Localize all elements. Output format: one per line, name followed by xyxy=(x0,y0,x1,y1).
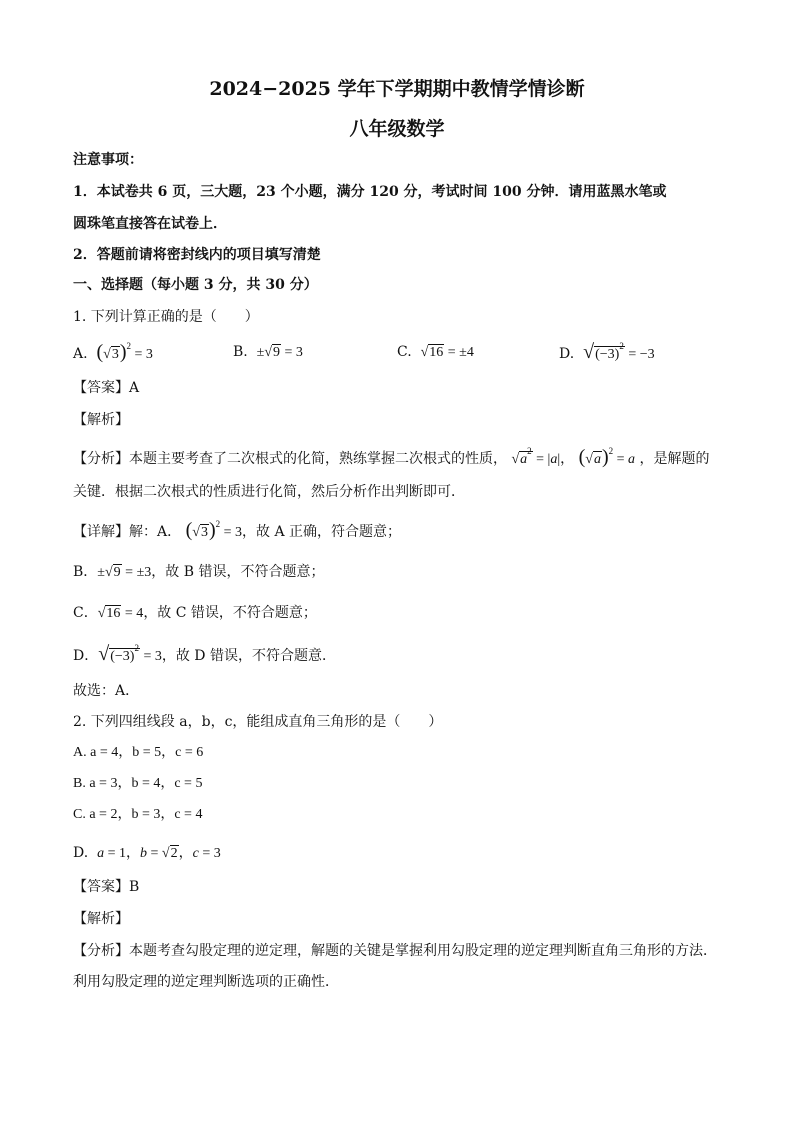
option-a-label: A. xyxy=(73,346,88,362)
q1-fenxi-text-1: 【分析】本题主要考查了二次根式的化简，熟练掌握二次根式的性质， xyxy=(73,451,507,467)
q1-option-d xyxy=(559,342,655,365)
option-b-label: B. xyxy=(233,344,248,360)
option-d-label: D. xyxy=(559,346,575,362)
q1-option-a-formula: $(√3)^2 = 3$ xyxy=(96,341,153,363)
q1-detail-a-text: ，故 A 正确，符合题意； xyxy=(242,524,402,540)
q1-detail-c-formula: √16 = 4 xyxy=(97,606,144,621)
q1-detail-b-text: ，故 B 错误，不符合题意； xyxy=(151,564,325,580)
option-c-label: C. xyxy=(397,344,412,360)
notice-item-1-line-2: 圆珠笔直接答在试卷上． xyxy=(73,216,227,232)
q1-detail-d-text: ，故 D 错误，不符合题意． xyxy=(161,648,336,664)
q2-stem: 2. 下列四组线段 a，b，c，能组成直角三角形的是（ ） xyxy=(73,714,443,730)
q1-option-a xyxy=(73,342,153,365)
exam-title: 2024−2025 学年下学期期中教情学情诊断 xyxy=(209,78,585,100)
exam-subtitle: 八年级数学 xyxy=(349,118,445,140)
property-formula-2: $(√a)^2 = a$ xyxy=(578,446,636,468)
q1-detail-b-label: B． xyxy=(73,564,98,580)
q2-analysis-label: 【解析】 xyxy=(73,911,129,927)
q1-stem: 1. 下列计算正确的是（ ） xyxy=(73,309,259,325)
q2-fenxi-line-2: 利用勾股定理的逆定理判断选项的正确性． xyxy=(73,974,339,990)
q1-option-b-formula: ±√9 = 3 xyxy=(256,345,303,360)
q1-analysis-label: 【解析】 xyxy=(73,412,129,428)
q1-detail-d-label: D． xyxy=(73,648,99,664)
q1-option-b xyxy=(233,342,303,363)
notice-item-1-line-1: 1．本试卷共 6 页，三大题，23 个小题，满分 120 分，考试时间 100 分钟．请用蓝黑水笔或 xyxy=(73,184,667,200)
notice-item-2: 2．答题前请将密封线内的项目填写清楚 xyxy=(73,247,321,263)
q2-fenxi-line-1: 【分析】本题考查勾股定理的逆定理，解题的关键是掌握利用勾股定理的逆定理判断直角三角形的方法． xyxy=(73,943,717,959)
q1-detail-c-label: C． xyxy=(73,605,98,621)
q1-detail-prefix: 【详解】解：A． xyxy=(73,524,182,540)
q1-detail-b-formula: ±√9 = ±3 xyxy=(97,565,152,580)
q2-option-b: B. a = 3，b = 4，c = 5 xyxy=(73,776,203,791)
q1-answer: 【答案】A xyxy=(73,380,140,396)
q2-option-a: A. a = 4，b = 5，c = 6 xyxy=(73,745,204,760)
q1-detail-a xyxy=(73,520,401,543)
q1-options xyxy=(73,342,733,364)
q1-option-c xyxy=(397,342,474,363)
q1-detail-b xyxy=(73,562,324,583)
q1-choose: 故选：A． xyxy=(73,683,140,699)
q2-option-c: C. a = 2，b = 3，c = 4 xyxy=(73,807,203,822)
q2-option-d xyxy=(73,843,221,864)
q1-detail-d xyxy=(73,644,336,667)
q1-detail-c xyxy=(73,603,317,624)
q1-detail-a-formula: $(√3)^2 = 3$ xyxy=(185,519,243,541)
section-1-heading: 一、选择题（每小题 3 分，共 30 分） xyxy=(73,277,318,293)
q1-fenxi-text-2: ，是解题的 xyxy=(639,451,710,467)
q1-option-c-formula: √16 = ±4 xyxy=(420,345,474,360)
q2-option-d-formula: a = 1，b = √2，c = 3 xyxy=(97,846,221,861)
q1-detail-c-text: ，故 C 错误，不符合题意； xyxy=(143,605,317,621)
q1-fenxi-line-2: 关键．根据二次根式的性质进行化简，然后分析作出判断即可． xyxy=(73,484,465,500)
q1-fenxi-line-1: 【分析】本题主要考查了二次根式的化简，熟练掌握二次根式的性质， $√a^2 = |a|$， $(√a)^2 = a$ ，是解题的 xyxy=(73,446,710,468)
q1-option-d-formula: $√(-3)^2 = -3$ xyxy=(583,341,655,363)
property-formula-1: $√a^2 = |a|$ xyxy=(511,446,561,467)
notice-heading: 注意事项： xyxy=(73,152,143,168)
q1-detail-d-formula: $√(-3)^2 = 3$ xyxy=(98,643,162,665)
q2-answer: 【答案】B xyxy=(73,879,140,895)
q2-option-d-label: D. xyxy=(73,845,89,861)
